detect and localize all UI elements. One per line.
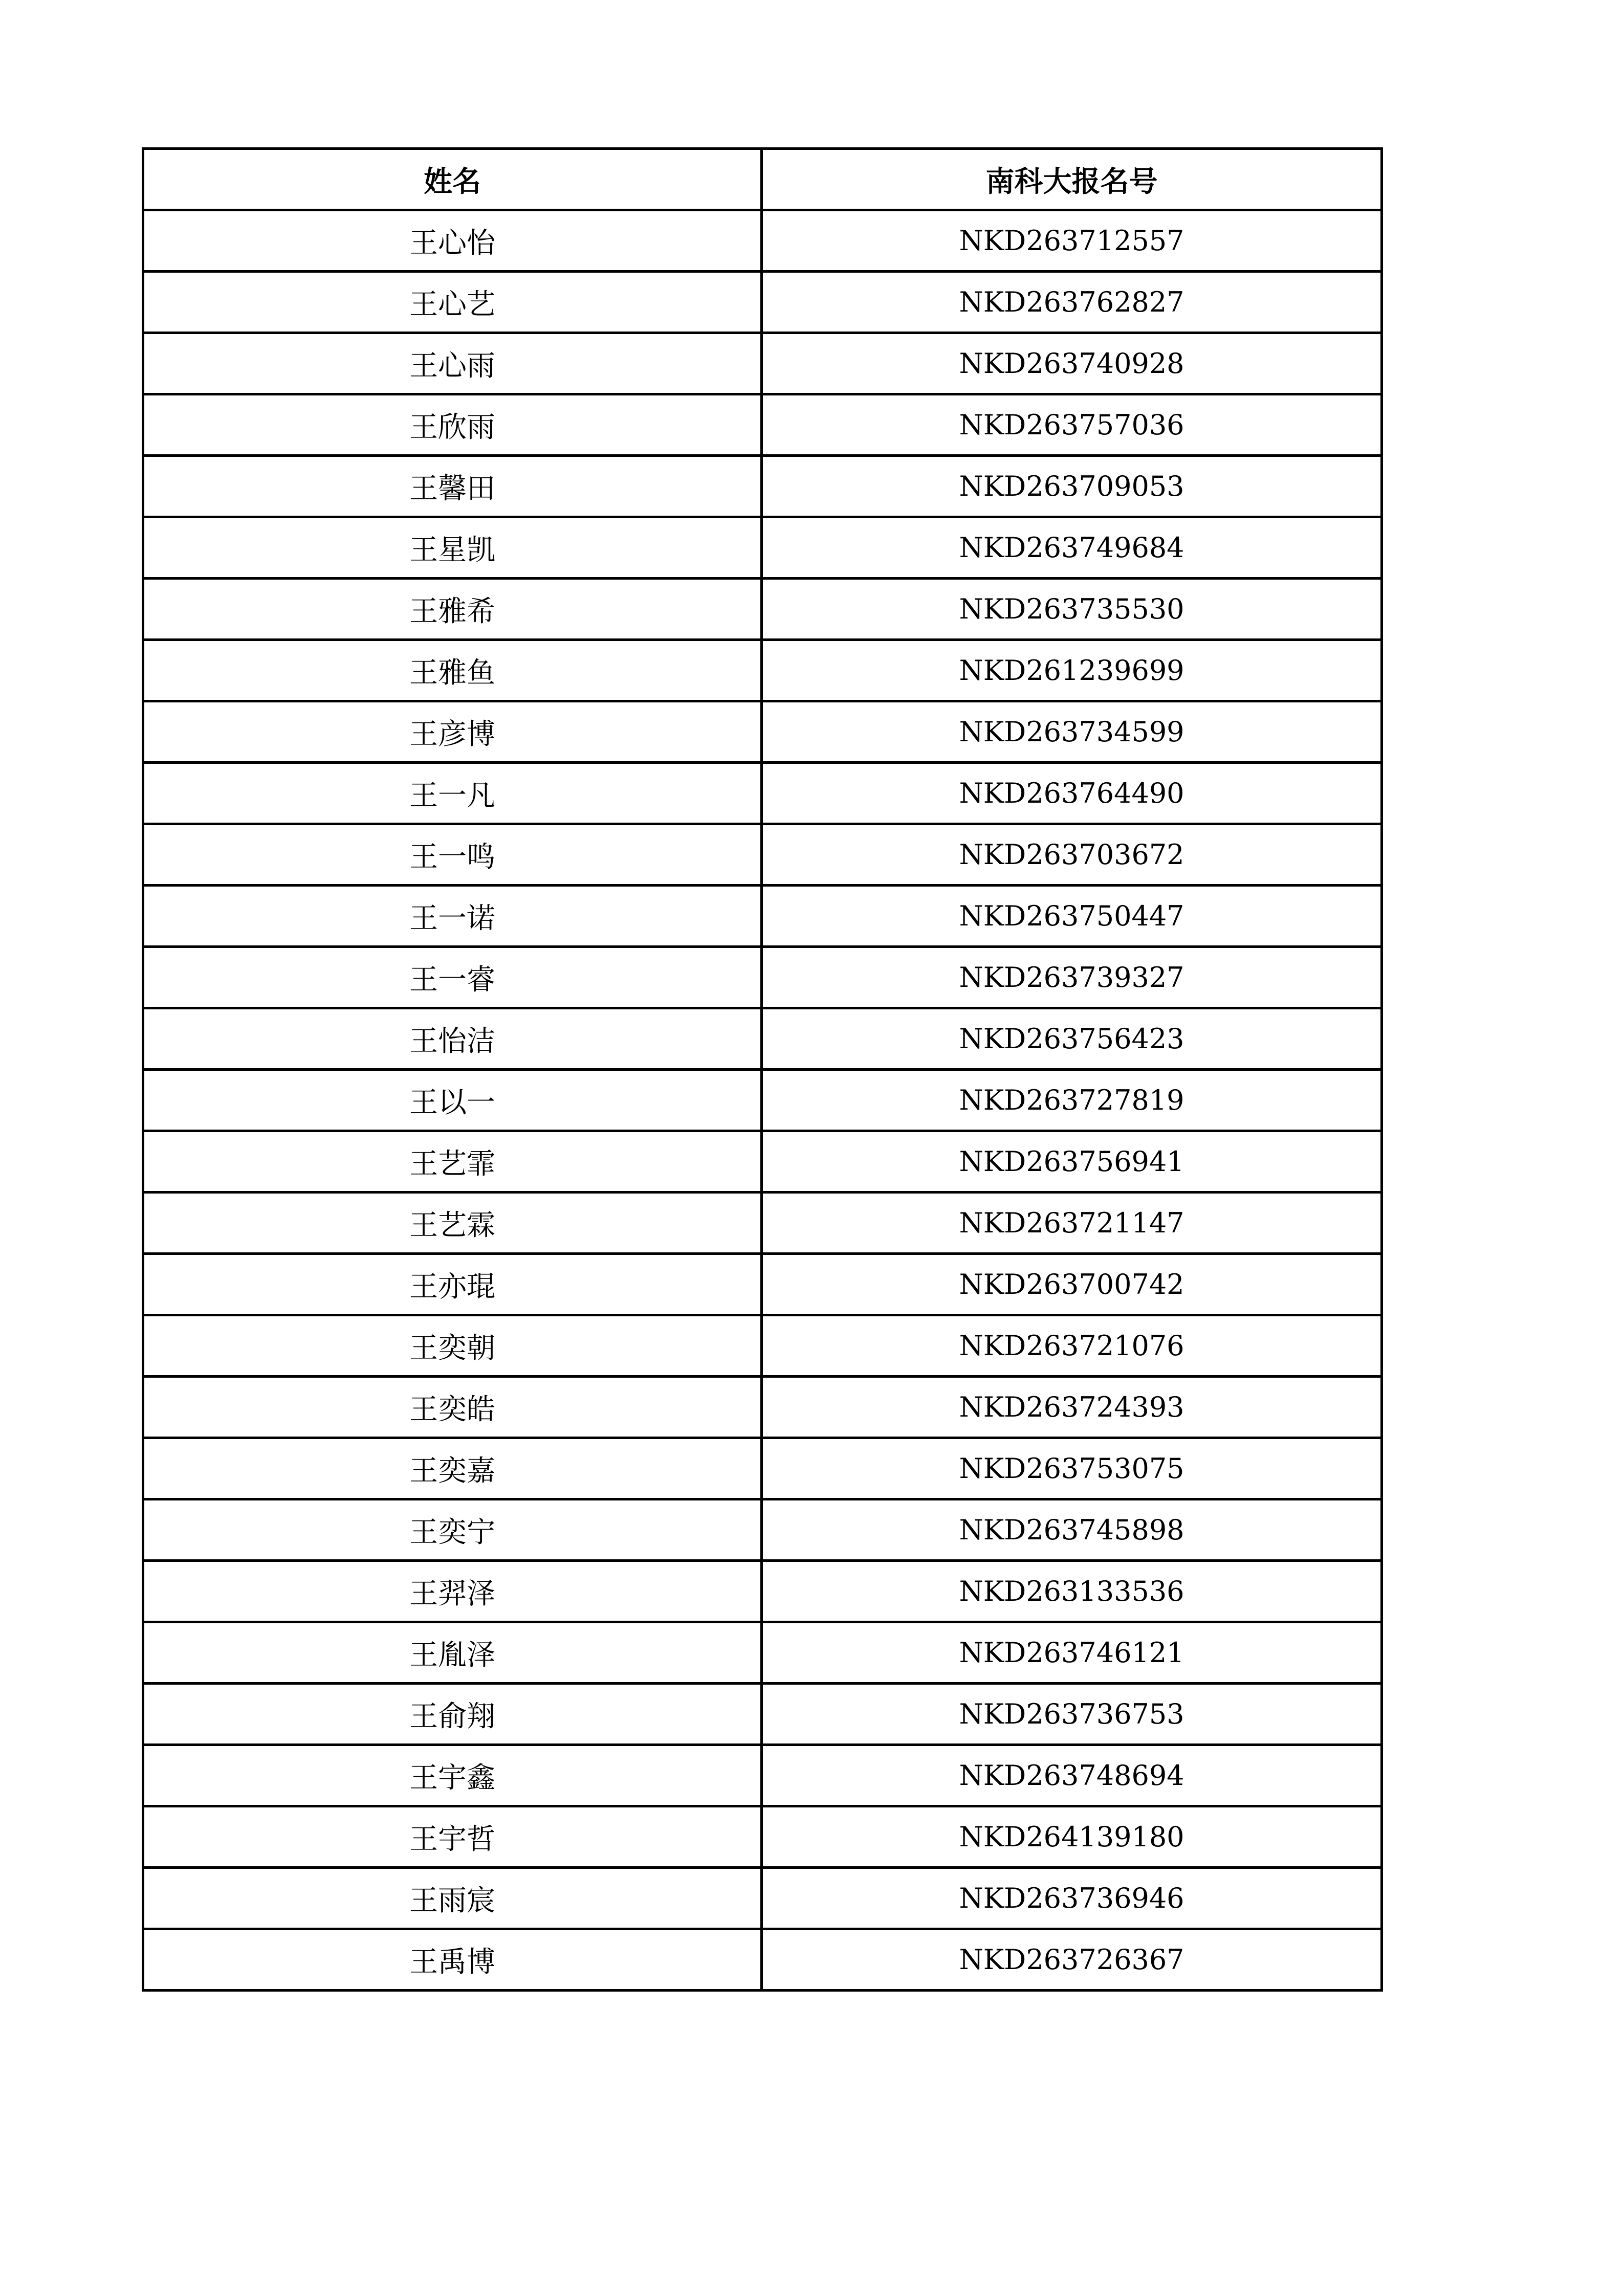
student-name: 王俞翔 xyxy=(143,1684,762,1745)
registration-number: NKD263756941 xyxy=(762,1131,1382,1193)
student-name: 王禹博 xyxy=(143,1929,762,1991)
registration-number: NKD263739327 xyxy=(762,947,1382,1008)
registration-number: NKD263735530 xyxy=(762,579,1382,640)
header-row xyxy=(143,149,1382,210)
student-name: 王胤泽 xyxy=(143,1622,762,1684)
registration-number: NKD263740928 xyxy=(762,333,1382,394)
registration-table xyxy=(142,147,1383,1992)
registration-number: NKD263745898 xyxy=(762,1499,1382,1561)
registration-number: NKD263721076 xyxy=(762,1315,1382,1377)
registration-number: NKD263721147 xyxy=(762,1193,1382,1254)
registration-number: NKD263709053 xyxy=(762,456,1382,517)
student-name: 王雅希 xyxy=(143,579,762,640)
student-name: 王雨宸 xyxy=(143,1868,762,1929)
registration-number: NKD263756423 xyxy=(762,1008,1382,1070)
student-name: 王心怡 xyxy=(143,210,762,272)
registration-number: NKD263724393 xyxy=(762,1377,1382,1438)
table-row xyxy=(143,1315,1382,1377)
registration-number: NKD263753075 xyxy=(762,1438,1382,1499)
registration-number: NKD263762827 xyxy=(762,272,1382,333)
student-name: 王以一 xyxy=(143,1070,762,1131)
registration-number: NKD263726367 xyxy=(762,1929,1382,1991)
registration-number: NKD263703672 xyxy=(762,824,1382,886)
registration-number: NKD263746121 xyxy=(762,1622,1382,1684)
table-row xyxy=(143,1438,1382,1499)
table-row xyxy=(143,1499,1382,1561)
registration-number: NKD264139180 xyxy=(762,1806,1382,1868)
registration-number: NKD263764490 xyxy=(762,763,1382,824)
student-name: 王宇鑫 xyxy=(143,1745,762,1806)
student-name: 王一鸣 xyxy=(143,824,762,886)
table-row xyxy=(143,947,1382,1008)
student-name: 王奕嘉 xyxy=(143,1438,762,1499)
table-row xyxy=(143,1684,1382,1745)
header-registration-number: 南科大报名号 xyxy=(762,149,1382,210)
student-name: 王艺霏 xyxy=(143,1131,762,1193)
table-row xyxy=(143,1868,1382,1929)
registration-number: NKD263736753 xyxy=(762,1684,1382,1745)
registration-number: NKD263757036 xyxy=(762,394,1382,456)
student-name: 王欣雨 xyxy=(143,394,762,456)
table-row xyxy=(143,1929,1382,1991)
table-row xyxy=(143,272,1382,333)
table-row xyxy=(143,1806,1382,1868)
table-row xyxy=(143,333,1382,394)
table-header xyxy=(143,149,1382,210)
table-body xyxy=(143,210,1382,1991)
registration-number: NKD263748694 xyxy=(762,1745,1382,1806)
student-name: 王艺霖 xyxy=(143,1193,762,1254)
table-row xyxy=(143,886,1382,947)
student-name: 王星凯 xyxy=(143,517,762,579)
table-row xyxy=(143,456,1382,517)
table-row xyxy=(143,579,1382,640)
student-name: 王羿泽 xyxy=(143,1561,762,1622)
student-name: 王奕宁 xyxy=(143,1499,762,1561)
student-name: 王雅鱼 xyxy=(143,640,762,701)
student-name: 王心艺 xyxy=(143,272,762,333)
registration-number: NKD263712557 xyxy=(762,210,1382,272)
table-row xyxy=(143,701,1382,763)
table-row xyxy=(143,394,1382,456)
student-name: 王奕朝 xyxy=(143,1315,762,1377)
registration-number: NKD263750447 xyxy=(762,886,1382,947)
table-row xyxy=(143,1131,1382,1193)
student-name: 王一睿 xyxy=(143,947,762,1008)
table-row xyxy=(143,517,1382,579)
registration-number: NKD263734599 xyxy=(762,701,1382,763)
table-row xyxy=(143,824,1382,886)
registration-number: NKD263736946 xyxy=(762,1868,1382,1929)
registration-number: NKD263700742 xyxy=(762,1254,1382,1315)
header-name: 姓名 xyxy=(143,149,762,210)
registration-number: NKD263133536 xyxy=(762,1561,1382,1622)
table-row xyxy=(143,763,1382,824)
table-row xyxy=(143,1254,1382,1315)
table-row xyxy=(143,1193,1382,1254)
table-row xyxy=(143,1622,1382,1684)
registration-number: NKD261239699 xyxy=(762,640,1382,701)
student-name: 王一诺 xyxy=(143,886,762,947)
table-row xyxy=(143,640,1382,701)
student-name: 王彦博 xyxy=(143,701,762,763)
table-row xyxy=(143,1070,1382,1131)
student-name: 王奕皓 xyxy=(143,1377,762,1438)
student-name: 王亦琨 xyxy=(143,1254,762,1315)
table-row xyxy=(143,210,1382,272)
student-name: 王一凡 xyxy=(143,763,762,824)
table-row xyxy=(143,1008,1382,1070)
table-row xyxy=(143,1561,1382,1622)
student-name: 王心雨 xyxy=(143,333,762,394)
registration-number: NKD263727819 xyxy=(762,1070,1382,1131)
student-name: 王宇哲 xyxy=(143,1806,762,1868)
student-name: 王怡洁 xyxy=(143,1008,762,1070)
student-name: 王馨田 xyxy=(143,456,762,517)
table-row xyxy=(143,1745,1382,1806)
registration-number: NKD263749684 xyxy=(762,517,1382,579)
table-row xyxy=(143,1377,1382,1438)
